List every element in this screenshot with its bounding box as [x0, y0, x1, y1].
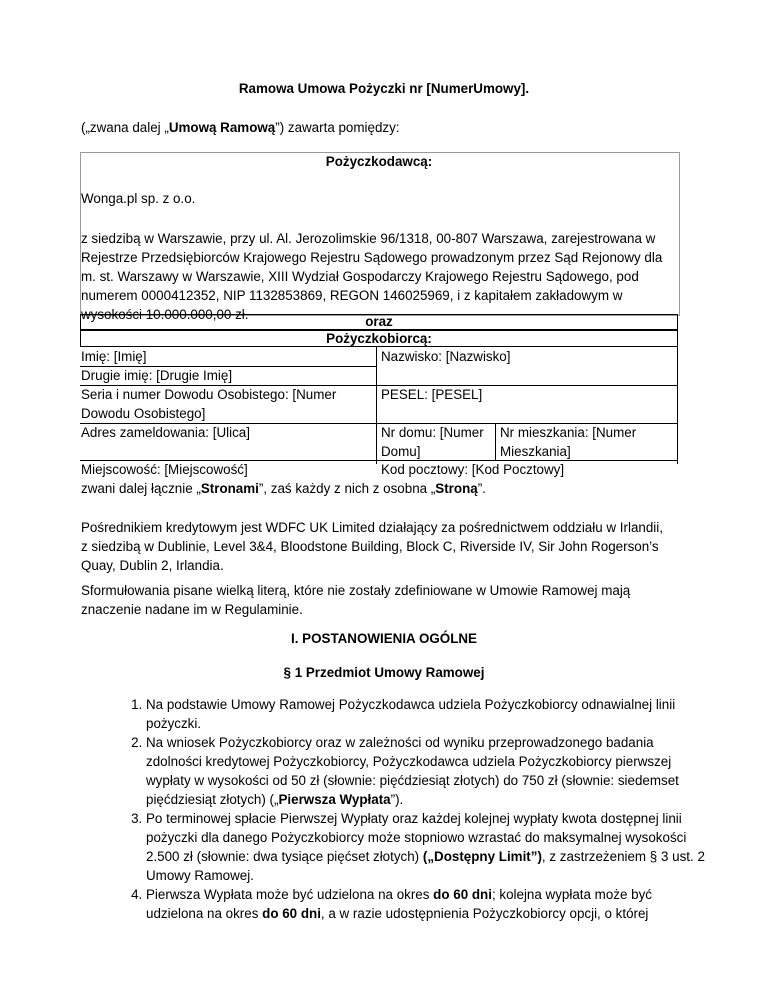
- house-number-field: Nr domu: [Numer Domu]: [381, 425, 484, 459]
- oraz-label: oraz: [365, 314, 393, 329]
- clause-item-4: 4. Pierwsza Wypłata może być udzielona na okres do 60 dni; kolejna wypłata może być udzielona na okres do 60 dni, a w razie udostępnienia Pożyczkobiorcy opcji, o której: [146, 885, 706, 923]
- parties-line: zwani dalej łącznie „Stronami”, zaś każdy z nich z osobna „Stroną”.: [81, 481, 486, 496]
- second-name-field: Drugie imię: [Drugie Imię]: [81, 368, 233, 383]
- postal-code-field: Kod pocztowy: [Kod Pocztowy]: [381, 462, 565, 477]
- id-number-field: Seria i numer Dowodu Osobistego: [Numer Dowodu Osobistego]: [81, 387, 337, 421]
- city-field: Miejscowość: [Miejscowość]: [81, 462, 248, 477]
- clause-item-1: 1. Na podstawie Umowy Ramowej Pożyczkodawca udziela Pożyczkobiorcy odnawialnej linii pożyczki.: [146, 695, 706, 733]
- lender-name: Wonga.pl sp. z o.o.: [81, 191, 196, 206]
- clause-item-3: 3. Po terminowej spłacie Pierwszej Wypłaty oraz każdej kolejnej wypłaty kwota dostępnej linii pożyczki dla danego Pożyczkobiorcy może stopniowo wzrastać do maksymalnej wysokości 2.500 zł (słownie: dwa tysiące pięćset złotych) („Dostępny Limit”), z zastrzeżeniem § 3 ust. 2 Umowy Ramowej.: [146, 809, 706, 885]
- section-heading: I. POSTANOWIENIA OGÓLNE: [291, 631, 477, 646]
- lender-description: z siedzibą w Warszawie, przy ul. Al. Jerozolimskie 96/1318, 00-807 Warszawa, zarejestrowana w Rejestrze Przedsiębiorców Krajowego Rejestru Sądowego prowadzonym przez Sąd Rejonowy dla m. st. Warszawy w Warszawie, XIII Wydział Gospodarczy Krajowego Rejestru Sądowego, pod numerem 0000412352, NIP 1132853869, REGON 146025969, i z kapitałem zakładowym w wysokości 10.000.000,00 zł.: [81, 231, 663, 322]
- clause-item-2: 2. Na wniosek Pożyczkobiorcy oraz w zależności od wyniku przeprowadzonego badania zdolności kredytowej Pożyczkobiorcy, Pożyczkodawca udziela Pożyczkobiorcy pierwszej wypłaty w wysokości od 50 zł (słownie: pięćdziesiąt złotych) do 750 zł (słownie: siedemset pięćdziesiąt złotych) („Pierwsza Wypłata”).: [146, 733, 706, 809]
- first-name-field: Imię: [Imię]: [81, 349, 147, 364]
- paragraph-heading: § 1 Przedmiot Umowy Ramowej: [283, 665, 485, 680]
- flat-number-field: Nr mieszkania: [Numer Mieszkania]: [500, 425, 637, 459]
- intermediary-paragraph: Pośrednikiem kredytowym jest WDFC UK Limited działający za pośrednictwem oddziału w Irlandii, z siedzibą w Dublinie, Level 3&4, Bloodstone Building, Block C, Riverside IV, Sir John Rogerson’s Quay, Dublin 2, Irlandia.: [81, 520, 663, 573]
- intro-bold-term: Umową Ramową: [168, 120, 276, 135]
- pesel-field: PESEL: [PESEL]: [381, 387, 483, 402]
- intro-line: („zwana dalej „Umową Ramową”) zawarta pomiędzy:: [81, 120, 400, 135]
- borrower-heading: Pożyczkobiorcą:: [326, 331, 432, 346]
- clause-list: [116, 695, 706, 923]
- col-divider: [495, 423, 496, 460]
- document-title: Ramowa Umowa Pożyczki nr [NumerUmowy].: [238, 81, 530, 96]
- lender-heading: Pożyczkodawcą:: [325, 154, 433, 169]
- last-name-field: Nazwisko: [Nazwisko]: [381, 349, 511, 364]
- definitions-paragraph: Sformułowania pisane wielką literą, które nie zostały zdefiniowane w Umowie Ramowej mają znaczenie nadane im w Regulaminie.: [81, 583, 631, 617]
- address-field: Adres zameldowania: [Ulica]: [81, 425, 250, 440]
